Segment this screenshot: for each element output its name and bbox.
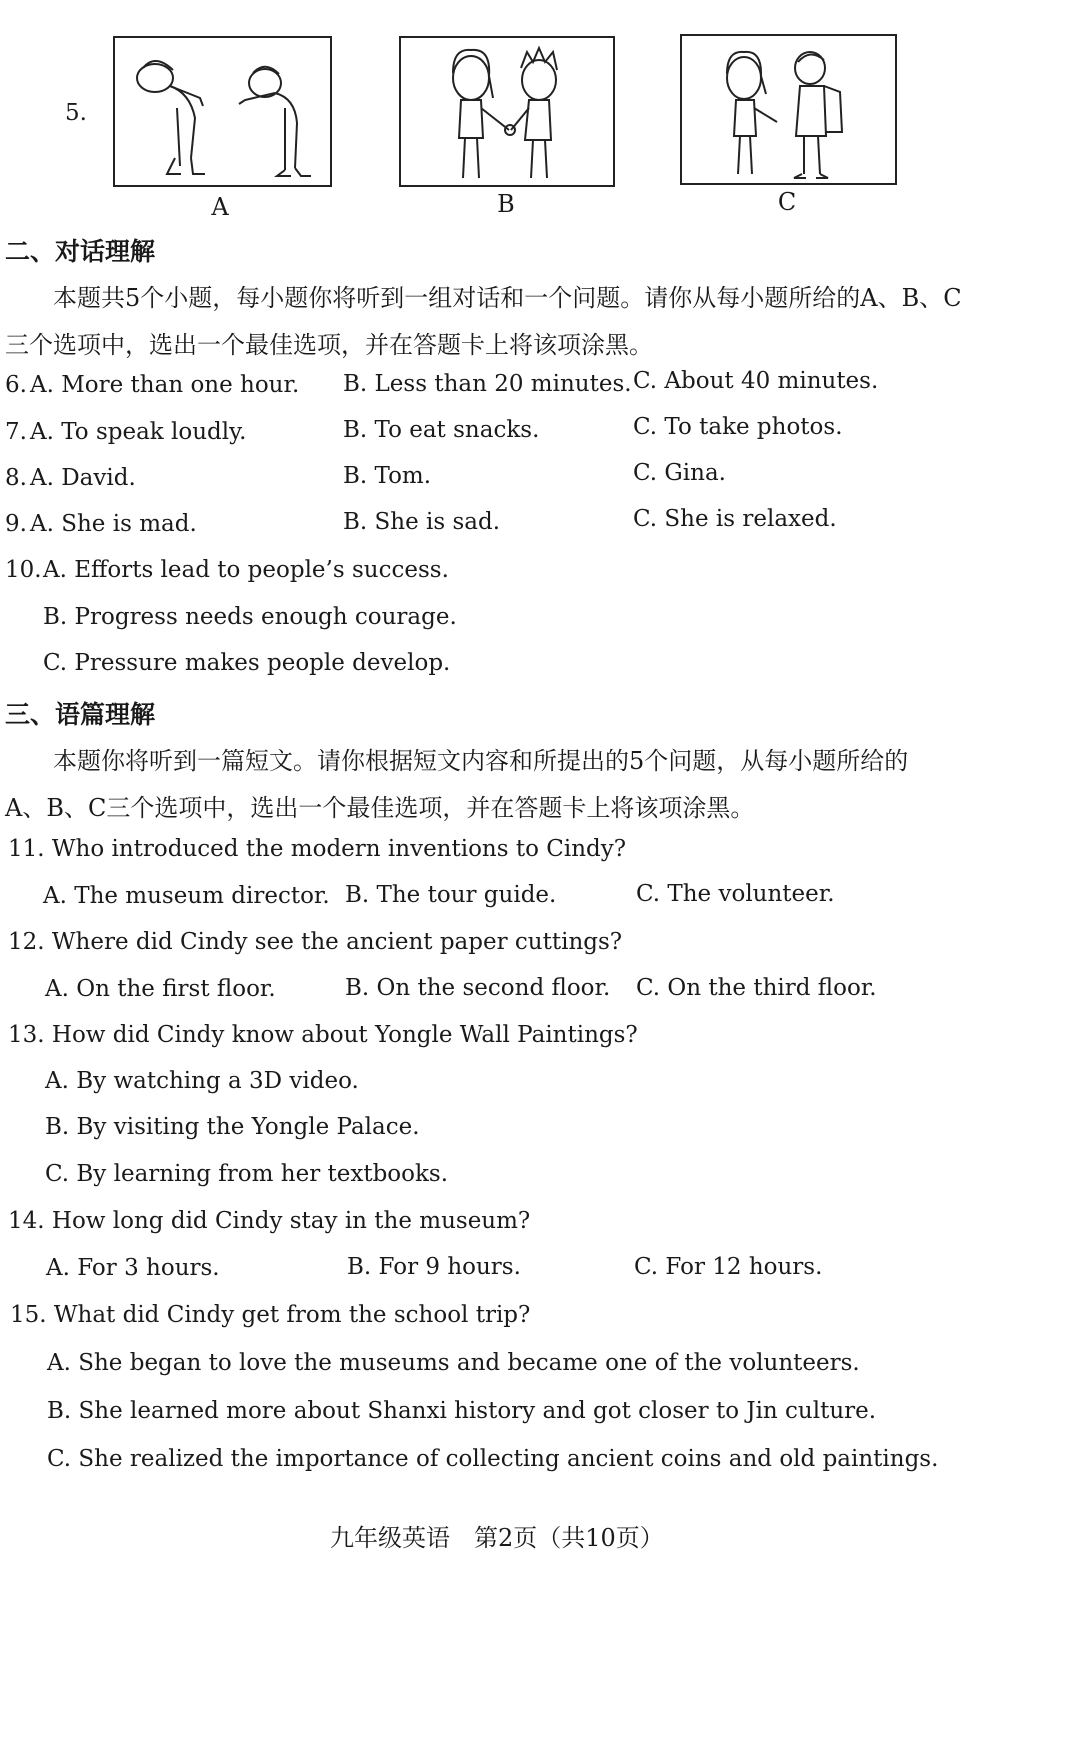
page-footer: 九年级英语 第2页（共10页） <box>330 1524 664 1552</box>
bowing-greeting-icon <box>115 38 330 185</box>
section2-instructions-line2: 三个选项中，选出一个最佳选项，并在答题卡上将该项涂黑。 <box>5 331 653 359</box>
option-b: B. Progress needs enough courage. <box>43 604 457 630</box>
option-c: C. On the third floor. <box>636 975 877 1001</box>
question-number: 7. <box>5 419 27 445</box>
question-stem: 12. Where did Cindy see the ancient paper cuttings? <box>8 929 623 955</box>
option-a: A. To speak loudly. <box>30 419 247 445</box>
option-b: B. For 9 hours. <box>347 1254 521 1280</box>
option-c: C. Gina. <box>633 460 726 486</box>
option-a: A. The museum director. <box>43 883 330 909</box>
option-b: B. Tom. <box>343 463 432 489</box>
section2-title: 二、对话理解 <box>5 237 156 266</box>
option-c: C. She realized the importance of collecting ancient coins and old paintings. <box>47 1446 939 1472</box>
q5-label-a: A <box>211 193 229 221</box>
question-stem: 14. How long did Cindy stay in the museum? <box>8 1208 531 1234</box>
q5-picture-c <box>680 34 897 185</box>
question-stem: 11. Who introduced the modern inventions to Cindy? <box>8 836 627 862</box>
option-b: B. She is sad. <box>343 509 501 535</box>
option-c: C. Pressure makes people develop. <box>43 650 451 676</box>
option-a: A. On the first floor. <box>45 976 276 1002</box>
question-stem: 15. What did Cindy get from the school trip? <box>10 1302 531 1328</box>
option-c: C. About 40 minutes. <box>633 368 879 394</box>
question-stem: 13. How did Cindy know about Yongle Wall Paintings? <box>8 1022 638 1048</box>
question-number: 10. <box>5 557 42 583</box>
question-number: 6. <box>5 372 27 398</box>
option-b: B. On the second floor. <box>345 975 611 1001</box>
q5-picture-a <box>113 36 332 187</box>
section2-instructions-line1: 本题共5个小题，每小题你将听到一组对话和一个问题。请你从每小题所给的A、B、C <box>53 284 962 312</box>
q5-label-c: C <box>777 188 797 216</box>
option-c: C. By learning from her textbooks. <box>45 1161 449 1187</box>
option-b: B. Less than 20 minutes. <box>343 371 632 397</box>
q5-number: 5. <box>65 100 87 126</box>
section3-instructions-line2: A、B、C三个选项中，选出一个最佳选项，并在答题卡上将该项涂黑。 <box>5 794 755 822</box>
q5-label-b: B <box>497 190 515 218</box>
question-number: 8. <box>5 465 27 491</box>
option-c: C. She is relaxed. <box>633 506 837 532</box>
option-b: B. She learned more about Shanxi history and got closer to Jin culture. <box>47 1398 877 1424</box>
section3-title: 三、语篇理解 <box>5 700 156 729</box>
option-a: A. By watching a 3D video. <box>45 1068 359 1094</box>
q5-picture-b <box>399 36 615 187</box>
option-c: C. The volunteer. <box>636 881 835 907</box>
option-a: A. She is mad. <box>30 511 197 537</box>
option-b: B. By visiting the Yongle Palace. <box>45 1114 420 1140</box>
option-c: C. For 12 hours. <box>634 1254 823 1280</box>
option-c: C. To take photos. <box>633 414 843 440</box>
option-b: B. To eat snacks. <box>343 417 540 443</box>
section3-instructions-line1: 本题你将听到一篇短文。请你根据短文内容和所提出的5个问题，从每小题所给的 <box>53 747 909 775</box>
option-a: A. More than one hour. <box>30 372 300 398</box>
option-a: A. She began to love the museums and became one of the volunteers. <box>47 1350 860 1376</box>
waving-greeting-icon <box>682 36 895 183</box>
handshake-greeting-icon <box>401 38 613 185</box>
question-number: 9. <box>5 511 27 537</box>
option-a: A. David. <box>30 465 136 491</box>
option-a: A. For 3 hours. <box>46 1255 220 1281</box>
option-a: A. Efforts lead to people’s success. <box>43 557 449 583</box>
option-b: B. The tour guide. <box>345 882 557 908</box>
